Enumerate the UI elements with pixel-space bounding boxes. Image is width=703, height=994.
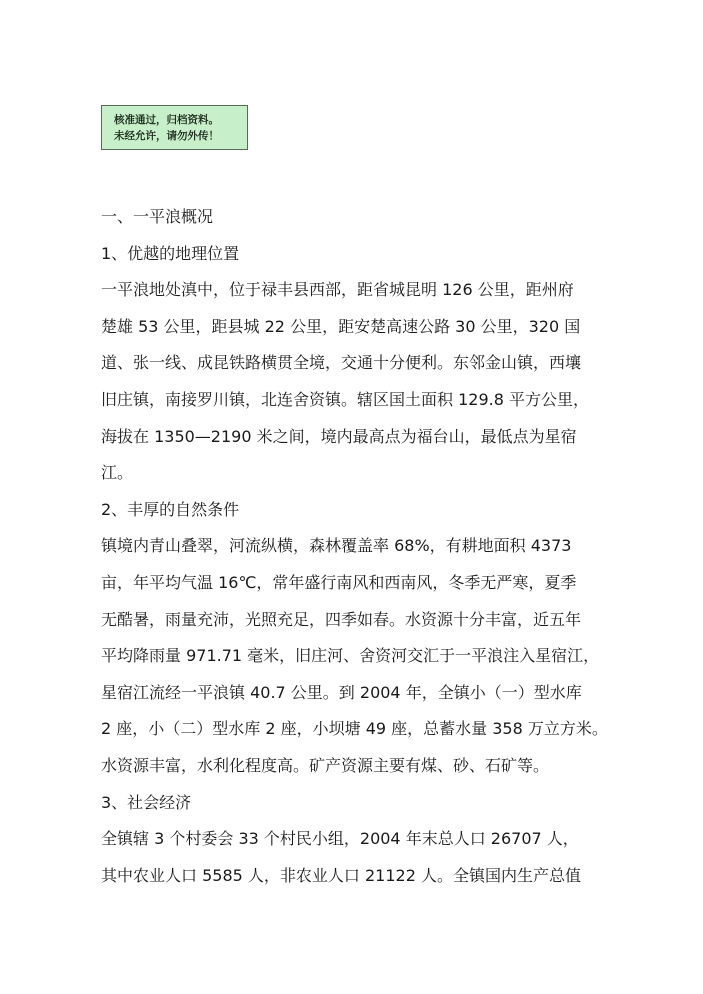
paragraph-line: 平均降雨量 971.71 毫米，旧庄河、舍资河交汇于一平浪注入星宿江， xyxy=(101,646,600,666)
paragraph-line: 道、张一线、成昆铁路横贯全境，交通十分便利。东邻金山镇，西壤 xyxy=(101,353,582,373)
paragraph-line: 旧庄镇，南接罗川镇，北连舍资镇。辖区国土面积 129.8 平方公里， xyxy=(101,389,589,409)
approval-stamp xyxy=(101,105,248,150)
paragraph-line: 镇境内青山叠翠，河流纵横，森林覆盖率 68%，有耕地面积 4373 xyxy=(101,536,572,556)
paragraph-line: 星宿江流经一平浪镇 40.7 公里。到 2004 年，全镇小（一）型水库 xyxy=(101,682,582,702)
paragraph-line: 无酷暑，雨量充沛，光照充足，四季如春。水资源十分丰富，近五年 xyxy=(101,609,582,629)
paragraph-line: 其中农业人口 5585 人，非农业人口 21122 人。全镇国内生产总值 xyxy=(101,865,581,885)
subsection-heading: 3、社会经济 xyxy=(101,792,192,812)
paragraph-line: 水资源丰富，水利化程度高。矿产资源主要有煤、砂、石矿等。 xyxy=(101,755,550,775)
paragraph-line: 楚雄 53 公里，距县城 22 公里，距安楚高速公路 30 公里，320 国 xyxy=(101,316,581,336)
paragraph-line: 2 座，小（二）型水库 2 座，小坝塘 49 座，总蓄水量 358 万立方米。 xyxy=(101,719,608,739)
stamp-line-1: 核准通过，归档资料。 xyxy=(114,114,219,126)
paragraph-line: 江。 xyxy=(101,463,134,483)
document-body xyxy=(101,199,621,894)
paragraph-line: 全镇辖 3 个村委会 33 个村民小组，2004 年末总人口 26707 人， xyxy=(101,829,579,849)
subsection-heading: 1、优越的地理位置 xyxy=(101,243,240,263)
stamp-line-2: 未经允许，请勿外传！ xyxy=(114,130,219,142)
section-title: 一、一平浪概况 xyxy=(101,207,214,226)
paragraph-line: 一平浪地处滇中，位于禄丰县西部，距省城昆明 126 公里，距州府 xyxy=(101,280,574,300)
paragraph-line: 亩，年平均气温 16℃，常年盛行南风和西南风，冬季无严寒，夏季 xyxy=(101,572,577,592)
paragraph-line: 海拔在 1350—2190 米之间，境内最高点为福台山，最低点为星宿 xyxy=(101,426,577,446)
subsection-heading: 2、丰厚的自然条件 xyxy=(101,499,240,519)
